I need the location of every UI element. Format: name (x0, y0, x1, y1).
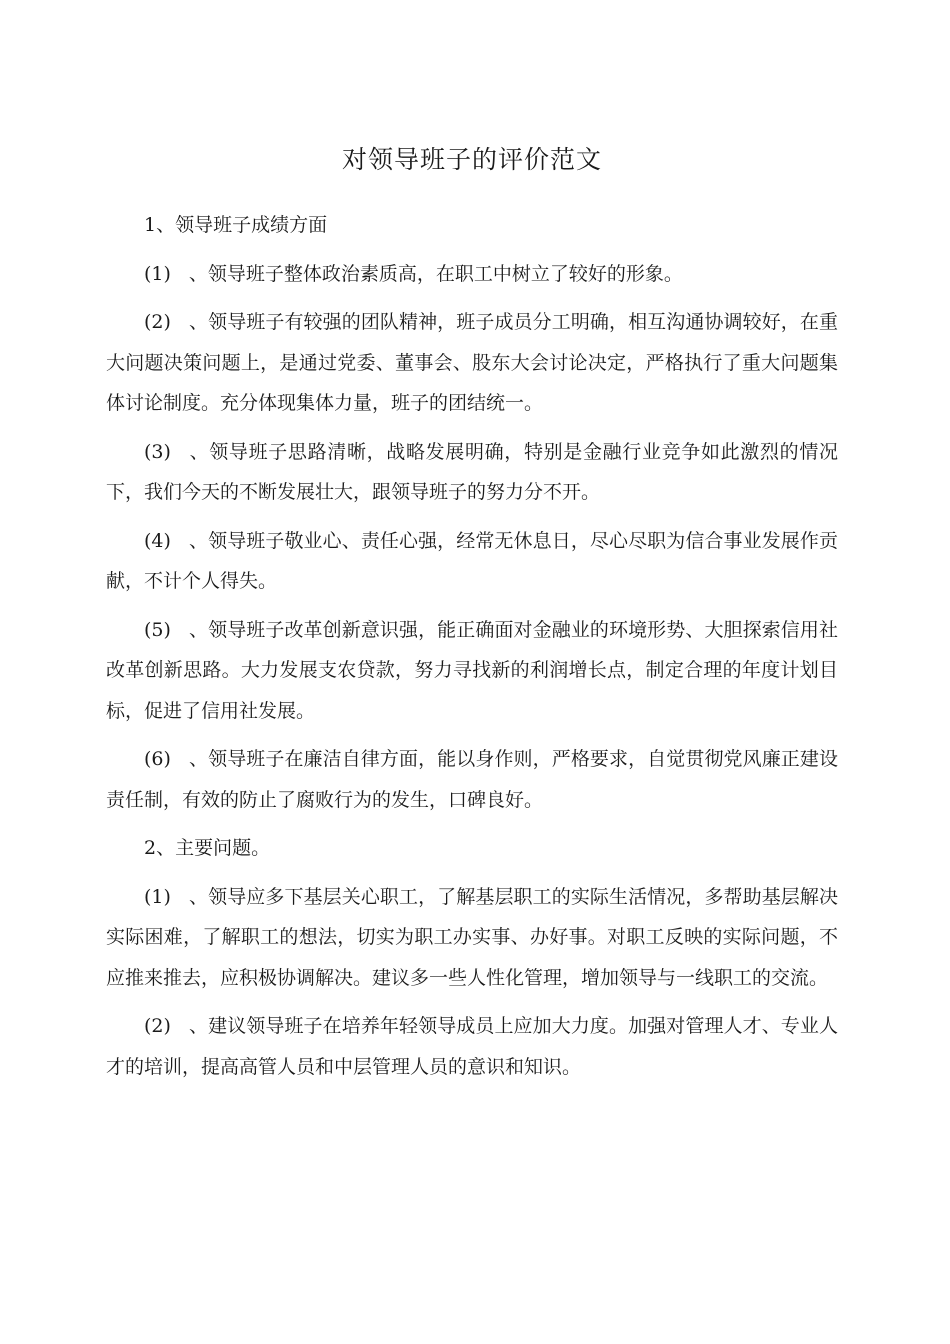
item-number: (5) (144, 618, 171, 641)
item-number: (6) (144, 748, 171, 770)
section-heading-achievements: 1、领导班子成绩方面 (144, 214, 328, 236)
item-number: (3) (144, 440, 171, 463)
item-number: (2) (144, 311, 171, 333)
item-number: (1) (144, 262, 171, 285)
item-text: 、领导班子思路清晰，战略发展明确，特别是金融行业竞争如此激烈的情况下，我们今天的不断发展壮大，跟领导班子的努力分不开。 (106, 440, 838, 503)
achievement-item (106, 739, 838, 820)
achievement-item (106, 610, 838, 732)
item-text: 、领导班子敬业心、责任心强，经常无休息日，尽心尽职为信合事业发展作贡献，不计个人得失。 (106, 529, 838, 592)
item-text: 、领导班子有较强的团队精神，班子成员分工明确，相互沟通协调较好，在重大问题决策问题上，是通过党委、董事会、股东大会讨论决定，严格执行了重大问题集体讨论制度。充分体现集体力量，班子的团结统一。 (106, 311, 838, 414)
achievement-item (106, 432, 838, 513)
document-title: 对领导班子的评价范文 (341, 145, 602, 174)
item-text: 、领导班子整体政治素质高，在职工中树立了较好的形象。 (188, 262, 683, 285)
problem-item (106, 877, 838, 999)
item-text: 、建议领导班子在培养年轻领导成员上应加大力度。加强对管理人才、专业人才的培训，提高高管人员和中层管理人员的意识和知识。 (106, 1015, 838, 1078)
problem-item (106, 1006, 838, 1087)
item-number: (4) (144, 529, 171, 552)
item-text: 、领导班子改革创新意识强，能正确面对金融业的环境形势、大胆探索信用社改革创新思路。大力发展支农贷款，努力寻找新的利润增长点，制定合理的年度计划目标，促进了信用社发展。 (106, 618, 838, 722)
section-heading-problems: 2、主要问题。 (144, 837, 271, 859)
achievement-item (106, 302, 838, 424)
item-text: 、领导班子在廉洁自律方面，能以身作则，严格要求，自觉贯彻党风廉正建设责任制，有效的防止了腐败行为的发生，口碑良好。 (106, 748, 838, 811)
achievement-item (106, 521, 838, 602)
item-text: 、领导应多下基层关心职工，了解基层职工的实际生活情况，多帮助基层解决实际困难，了解职工的想法，切实为职工办实事、办好事。对职工反映的实际问题，不应推来推去，应积极协调解决。建议多一些人性化管理，增加领导与一线职工的交流。 (106, 885, 838, 989)
document-body (106, 205, 838, 1095)
item-number: (1) (144, 885, 171, 908)
item-number: (2) (144, 1015, 171, 1037)
achievement-item (106, 254, 838, 295)
